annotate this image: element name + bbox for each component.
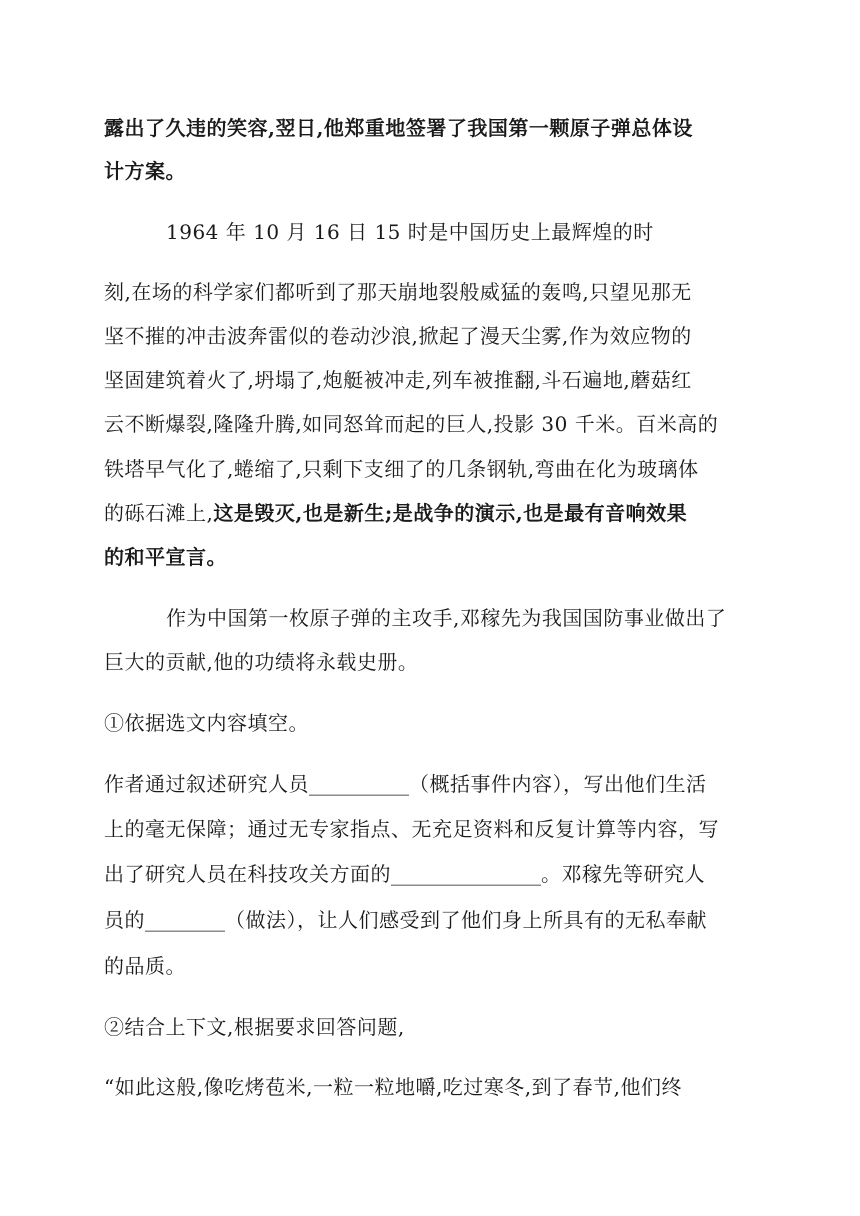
paragraph-2-line-3: 坚不摧的冲击波奔雷似的卷动沙浪,掀起了漫天尘雾,作为效应物的	[104, 324, 692, 348]
paragraph-2-line-2: 刻,在场的科学家们都听到了那天崩地裂般威猛的轰鸣,只望见那无	[104, 280, 692, 304]
paragraph-2-line-7-plain: 的砾石滩上,	[104, 501, 214, 525]
question-1-line-3	[104, 860, 744, 888]
paragraph-2-line-4: 坚固建筑着火了,坍塌了,炮艇被冲走,列车被推翻,斗石遍地,蘑菇红	[104, 368, 692, 392]
question-2-title: ②结合上下文,根据要求回答问题,	[104, 1015, 405, 1039]
answer-blank-1[interactable]: __________	[309, 772, 409, 796]
question-1-line-5: 的品质。	[104, 954, 186, 978]
paragraph-3-line-1: 作为中国第一枚原子弹的主攻手,邓稼先为我国国防事业做出了	[166, 606, 727, 630]
question-1-title: ①依据选文内容填空。	[104, 711, 309, 735]
answer-blank-2[interactable]: _______________	[391, 862, 541, 886]
paragraph-1-line-2: 计方案。	[104, 159, 186, 183]
question-1-line-4-text-a: 员的	[104, 908, 145, 932]
question-1-line-3-text-b: 。邓稼先等研究人	[541, 862, 705, 886]
paragraph-3-line-2: 巨大的贡献,他的功绩将永载史册。	[104, 650, 419, 674]
paragraph-2-line-7	[104, 499, 744, 527]
question-1-line-2: 上的毫无保障；通过无专家指点、无充足资料和反复计算等内容，写	[104, 817, 719, 841]
paragraph-2-line-8: 的和平宣言。	[104, 545, 227, 569]
paragraph-2-line-5: 云不断爆裂,隆隆升腾,如同怒耸而起的巨人,投影 30 千米。百米高的	[104, 412, 719, 436]
question-1-line-4-text-b: （做法），让人们感受到了他们身上所具有的无私奉献	[225, 908, 707, 932]
answer-blank-3[interactable]: ________	[145, 908, 225, 932]
question-1-line-1	[104, 770, 744, 798]
question-2-quote-line: “如此这般,像吃烤苞米,一粒一粒地嚼,吃过寒冬,到了春节,他们终	[104, 1075, 683, 1099]
question-1-line-1-text-b: （概括事件内容），写出他们生活	[409, 772, 707, 796]
paragraph-2-line-7-bold: 这是毁灭,也是新生;是战争的演示,也是最有音响效果	[213, 501, 688, 525]
question-1-line-3-text-a: 出了研究人员在科技攻关方面的	[104, 862, 391, 886]
paragraph-2-line-6: 铁塔早气化了,蜷缩了,只剩下支细了的几条钢轨,弯曲在化为玻璃体	[104, 457, 699, 481]
paragraph-2-line-1: 1964 年 10 月 16 日 15 时是中国历史上最辉煌的时	[166, 220, 654, 244]
paragraph-1-line-1: 露出了久违的笑容,翌日,他郑重地签署了我国第一颗原子弹总体设	[104, 116, 693, 140]
question-1-line-4	[104, 906, 744, 934]
question-1-line-1-text-a: 作者通过叙述研究人员	[104, 772, 309, 796]
